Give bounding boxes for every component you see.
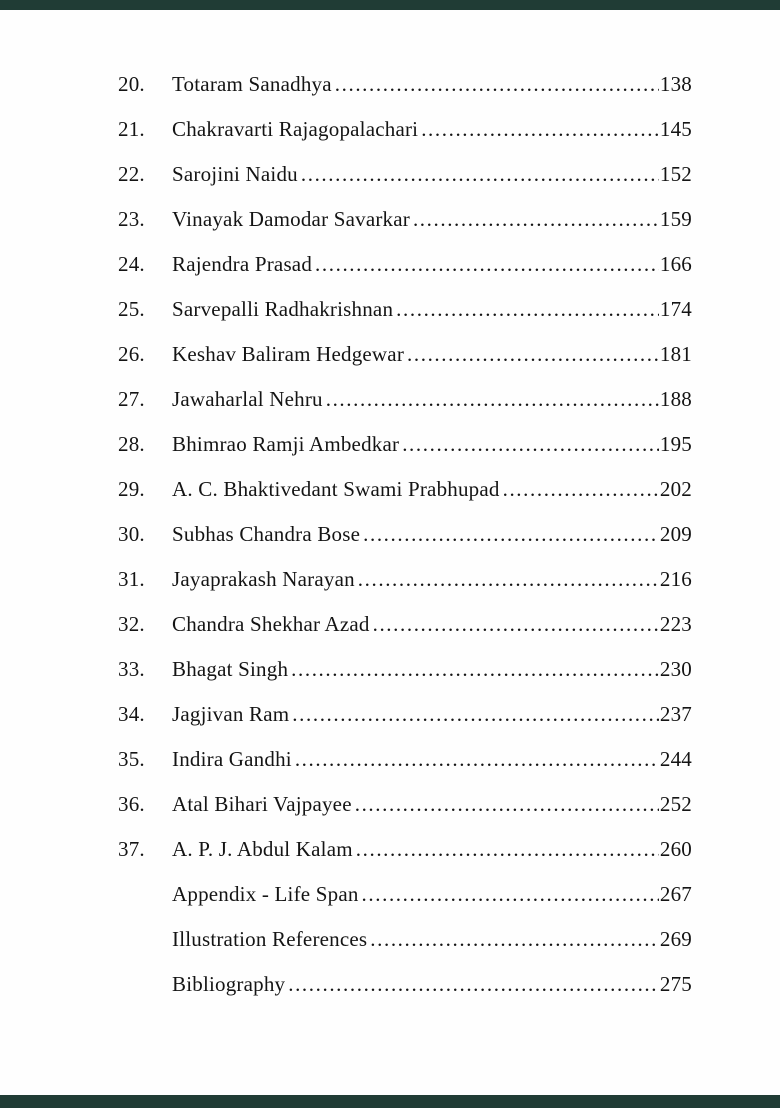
entry-title: Chandra Shekhar Azad [172, 612, 370, 636]
entry-page-number: 237 [659, 702, 692, 726]
toc-entry [118, 252, 692, 297]
entry-title: Keshav Baliram Hedgewar [172, 342, 405, 366]
toc-entry [118, 117, 692, 162]
entry-page-number: 159 [659, 207, 692, 231]
entry-number: 32. [118, 612, 145, 636]
toc-entry [118, 702, 692, 747]
entry-title: Vinayak Damodar Savarkar [172, 207, 410, 231]
dot-leader [370, 927, 659, 952]
entry-page-number: 260 [659, 837, 692, 861]
entry-title: Chakravarti Rajagopalachari [172, 117, 419, 141]
dot-leader [326, 387, 659, 412]
entry-page-number: 252 [659, 792, 692, 816]
entry-title: Jayaprakash Narayan [172, 567, 355, 591]
toc-entry [118, 432, 692, 477]
toc-entry [118, 792, 692, 837]
entry-number: 22. [118, 162, 145, 186]
entry-number: 25. [118, 297, 145, 321]
dot-leader [315, 252, 659, 277]
toc-entry [118, 612, 692, 657]
entry-title: Atal Bihari Vajpayee [172, 792, 352, 816]
entry-page-number: 166 [659, 252, 692, 276]
entry-page-number: 195 [659, 432, 692, 456]
bottom-edge-bar [0, 1095, 780, 1108]
entry-page-number: 152 [659, 162, 692, 186]
dot-leader [363, 522, 659, 547]
toc-entry [118, 342, 692, 387]
entry-page-number: 174 [659, 297, 692, 321]
entry-number: 28. [118, 432, 145, 456]
entry-number: 29. [118, 477, 145, 501]
dot-leader [413, 207, 659, 232]
entry-title: Bhagat Singh [172, 657, 289, 681]
toc-entry [118, 207, 692, 252]
toc-entry [118, 882, 692, 927]
top-edge-bar [0, 0, 780, 10]
toc-entry [118, 837, 692, 882]
toc-entry [118, 297, 692, 342]
dot-leader [301, 162, 659, 187]
entry-title: Indira Gandhi [172, 747, 292, 771]
entry-number: 23. [118, 207, 145, 231]
entry-number: 36. [118, 792, 145, 816]
entry-page-number: 188 [659, 387, 692, 411]
entry-title: Totaram Sanadhya [172, 72, 332, 96]
entry-number: 35. [118, 747, 145, 771]
entry-page-number: 202 [659, 477, 692, 501]
entry-number: 26. [118, 342, 145, 366]
toc-entry [118, 972, 692, 1017]
entry-title: Bhimrao Ramji Ambedkar [172, 432, 400, 456]
dot-leader [288, 972, 659, 997]
entry-title: Illustration References [172, 927, 368, 951]
entry-page-number: 181 [659, 342, 692, 366]
table-of-contents [118, 72, 692, 1017]
entry-number: 33. [118, 657, 145, 681]
dot-leader [295, 747, 659, 772]
entry-page-number: 267 [659, 882, 692, 906]
dot-leader [407, 342, 659, 367]
dot-leader [503, 477, 659, 502]
entry-page-number: 209 [659, 522, 692, 546]
entry-number: 20. [118, 72, 145, 96]
toc-entry [118, 522, 692, 567]
dot-leader [402, 432, 659, 457]
dot-leader [373, 612, 659, 637]
dot-leader [396, 297, 659, 322]
entry-title: Sarojini Naidu [172, 162, 298, 186]
dot-leader [362, 882, 659, 907]
entry-number: 27. [118, 387, 145, 411]
entry-page-number: 275 [659, 972, 692, 996]
toc-entry [118, 927, 692, 972]
toc-entry [118, 657, 692, 702]
entry-number: 34. [118, 702, 145, 726]
dot-leader [291, 657, 659, 682]
entry-title: A. P. J. Abdul Kalam [172, 837, 353, 861]
entry-page-number: 216 [659, 567, 692, 591]
entry-number: 37. [118, 837, 145, 861]
dot-leader [335, 72, 659, 97]
toc-entry [118, 387, 692, 432]
toc-entry [118, 162, 692, 207]
entry-title: Jagjivan Ram [172, 702, 290, 726]
dot-leader [356, 837, 659, 862]
toc-entry [118, 477, 692, 522]
entry-title: Appendix - Life Span [172, 882, 359, 906]
entry-page-number: 269 [659, 927, 692, 951]
entry-title: Rajendra Prasad [172, 252, 313, 276]
dot-leader [292, 702, 659, 727]
toc-entry [118, 72, 692, 117]
entry-title: Bibliography [172, 972, 286, 996]
entry-number: 31. [118, 567, 145, 591]
dot-leader [421, 117, 659, 142]
entry-number: 21. [118, 117, 145, 141]
entry-title: Jawaharlal Nehru [172, 387, 323, 411]
entry-page-number: 230 [659, 657, 692, 681]
entry-page-number: 244 [659, 747, 692, 771]
entry-title: Subhas Chandra Bose [172, 522, 361, 546]
toc-entry [118, 567, 692, 612]
dot-leader [358, 567, 659, 592]
entry-title: A. C. Bhaktivedant Swami Prabhupad [172, 477, 500, 501]
entry-title: Sarvepalli Radhakrishnan [172, 297, 394, 321]
entry-number: 24. [118, 252, 145, 276]
dot-leader [355, 792, 659, 817]
entry-number: 30. [118, 522, 145, 546]
entry-page-number: 138 [659, 72, 692, 96]
entry-page-number: 223 [659, 612, 692, 636]
entry-page-number: 145 [659, 117, 692, 141]
toc-entry [118, 747, 692, 792]
